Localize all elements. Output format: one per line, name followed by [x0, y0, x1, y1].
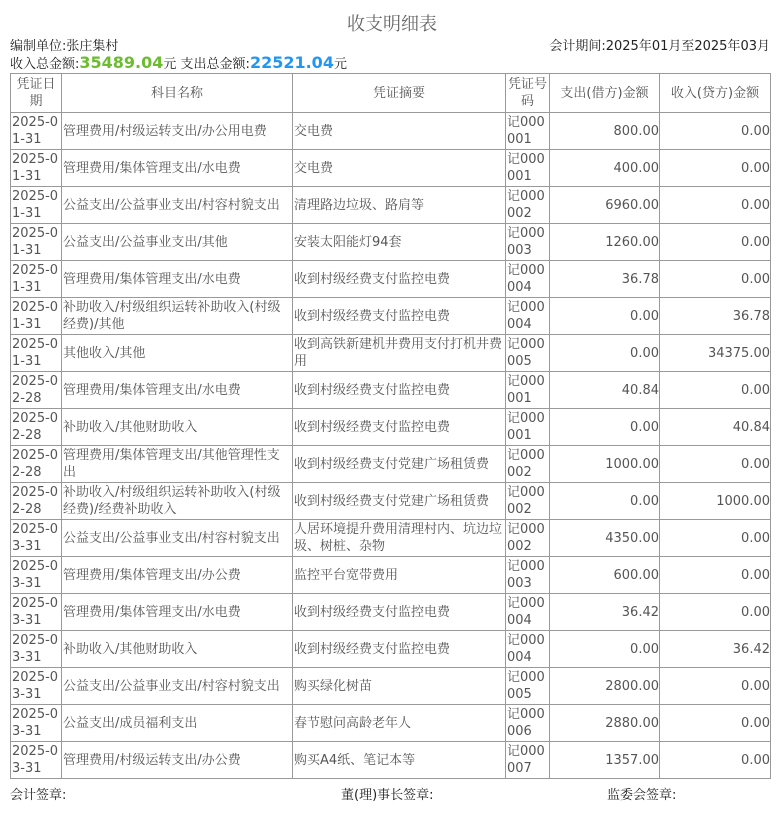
credit-amount: 0.00: [660, 668, 771, 705]
table-row: [11, 483, 771, 520]
table-row: [11, 113, 771, 150]
expense-total-label: 支出总金额:: [176, 57, 250, 72]
preparing-unit: 编制单位:张庄集村: [10, 39, 119, 54]
account-name: 补助收入/其他财助收入: [62, 631, 293, 668]
credit-amount: 34375.00: [660, 335, 771, 372]
voucher-number: 记000004: [506, 261, 550, 298]
voucher-summary: 购买A4纸、笔记本等: [293, 742, 506, 779]
credit-amount: 0.00: [660, 446, 771, 483]
voucher-summary: 收到高铁新建机井费用支付打机井费用: [293, 335, 506, 372]
credit-amount: 36.42: [660, 631, 771, 668]
voucher-number: 记000002: [506, 520, 550, 557]
table-row: [11, 187, 771, 224]
table-row: [11, 520, 771, 557]
credit-amount: 0.00: [660, 224, 771, 261]
debit-amount: 800.00: [550, 113, 660, 150]
account-name: 补助收入/其他财助收入: [62, 409, 293, 446]
voucher-date: 2025-03-31: [11, 557, 62, 594]
debit-amount: 2800.00: [550, 668, 660, 705]
credit-amount: 1000.00: [660, 483, 771, 520]
account-name: 管理费用/集体管理支出/办公费: [62, 557, 293, 594]
column-header: 凭证摘要: [293, 74, 506, 113]
chairman-signature: 董(理)事长签章:: [341, 788, 434, 803]
table-row: [11, 705, 771, 742]
debit-amount: 1000.00: [550, 446, 660, 483]
voucher-number: 记000002: [506, 446, 550, 483]
account-name: 管理费用/村级运转支出/办公用电费: [62, 113, 293, 150]
voucher-number: 记000001: [506, 113, 550, 150]
voucher-date: 2025-01-31: [11, 261, 62, 298]
voucher-summary: 人居环境提升费用清理村内、坑边垃圾、树桩、杂物: [293, 520, 506, 557]
debit-amount: 400.00: [550, 150, 660, 187]
credit-amount: 0.00: [660, 520, 771, 557]
voucher-date: 2025-01-31: [11, 113, 62, 150]
debit-amount: 4350.00: [550, 520, 660, 557]
credit-amount: 0.00: [660, 705, 771, 742]
column-header: 收入(贷方)金额: [660, 74, 771, 113]
voucher-number: 记000005: [506, 668, 550, 705]
totals-line: [10, 53, 347, 72]
credit-amount: 0.00: [660, 742, 771, 779]
account-name: 公益支出/成员福利支出: [62, 705, 293, 742]
voucher-summary: 购买绿化树苗: [293, 668, 506, 705]
debit-amount: 0.00: [550, 409, 660, 446]
voucher-summary: 收到村级经费支付监控电费: [293, 631, 506, 668]
account-name: 管理费用/村级运转支出/办公费: [62, 742, 293, 779]
voucher-summary: 监控平台宽带费用: [293, 557, 506, 594]
yuan-unit: 元: [163, 57, 177, 72]
voucher-date: 2025-01-31: [11, 224, 62, 261]
voucher-number: 记000005: [506, 335, 550, 372]
table-row: [11, 224, 771, 261]
account-name: 公益支出/公益事业支出/其他: [62, 224, 293, 261]
voucher-number: 记000001: [506, 150, 550, 187]
voucher-date: 2025-02-28: [11, 409, 62, 446]
column-header: 支出(借方)金额: [550, 74, 660, 113]
accounting-period: 会计期间:2025年01月至2025年03月: [549, 39, 770, 54]
detail-table: [10, 73, 771, 779]
voucher-date: 2025-03-31: [11, 705, 62, 742]
expense-total: 22521.04: [249, 53, 334, 72]
credit-amount: 0.00: [660, 261, 771, 298]
voucher-date: 2025-01-31: [11, 150, 62, 187]
table-row: [11, 668, 771, 705]
debit-amount: 1357.00: [550, 742, 660, 779]
column-header: 科目名称: [62, 74, 293, 113]
account-name: 公益支出/公益事业支出/村容村貌支出: [62, 668, 293, 705]
accountant-signature: 会计签章:: [10, 788, 67, 803]
voucher-date: 2025-03-31: [11, 742, 62, 779]
debit-amount: 36.78: [550, 261, 660, 298]
voucher-summary: 收到村级经费支付党建广场租赁费: [293, 483, 506, 520]
debit-amount: 40.84: [550, 372, 660, 409]
voucher-summary: 收到村级经费支付监控电费: [293, 261, 506, 298]
account-name: 管理费用/集体管理支出/水电费: [62, 372, 293, 409]
voucher-summary: 收到村级经费支付监控电费: [293, 372, 506, 409]
account-name: 管理费用/集体管理支出/其他管理性支出: [62, 446, 293, 483]
voucher-date: 2025-01-31: [11, 187, 62, 224]
income-total: 35489.04: [79, 53, 164, 72]
column-header: 凭证号码: [506, 74, 550, 113]
voucher-date: 2025-03-31: [11, 520, 62, 557]
table-row: [11, 409, 771, 446]
voucher-summary: 安装太阳能灯94套: [293, 224, 506, 261]
credit-amount: 40.84: [660, 409, 771, 446]
voucher-summary: 收到村级经费支付监控电费: [293, 594, 506, 631]
table-row: [11, 372, 771, 409]
table-row: [11, 631, 771, 668]
voucher-date: 2025-02-28: [11, 372, 62, 409]
debit-amount: 0.00: [550, 631, 660, 668]
table-row: [11, 298, 771, 335]
debit-amount: 600.00: [550, 557, 660, 594]
voucher-number: 记000004: [506, 594, 550, 631]
voucher-number: 记000004: [506, 631, 550, 668]
debit-amount: 1260.00: [550, 224, 660, 261]
voucher-summary: 春节慰问高龄老年人: [293, 705, 506, 742]
account-name: 其他收入/其他: [62, 335, 293, 372]
table-row: [11, 335, 771, 372]
yuan-unit: 元: [333, 57, 347, 72]
voucher-summary: 收到村级经费支付党建广场租赁费: [293, 446, 506, 483]
voucher-number: 记000002: [506, 187, 550, 224]
credit-amount: 0.00: [660, 594, 771, 631]
voucher-date: 2025-01-31: [11, 298, 62, 335]
page-title: 收支明细表: [347, 14, 437, 35]
voucher-summary: 清理路边垃圾、路肩等: [293, 187, 506, 224]
voucher-number: 记000004: [506, 298, 550, 335]
debit-amount: 0.00: [550, 335, 660, 372]
account-name: 公益支出/公益事业支出/村容村貌支出: [62, 520, 293, 557]
credit-amount: 0.00: [660, 372, 771, 409]
voucher-date: 2025-02-28: [11, 446, 62, 483]
voucher-summary: 交电费: [293, 150, 506, 187]
debit-amount: 36.42: [550, 594, 660, 631]
voucher-date: 2025-03-31: [11, 631, 62, 668]
voucher-number: 记000001: [506, 372, 550, 409]
voucher-summary: 交电费: [293, 113, 506, 150]
credit-amount: 0.00: [660, 187, 771, 224]
account-name: 补助收入/村级组织运转补助收入(村级经费)/其他: [62, 298, 293, 335]
voucher-summary: 收到村级经费支付监控电费: [293, 298, 506, 335]
account-name: 公益支出/公益事业支出/村容村貌支出: [62, 187, 293, 224]
income-total-label: 收入总金额:: [10, 57, 80, 72]
table-row: [11, 446, 771, 483]
account-name: 管理费用/集体管理支出/水电费: [62, 594, 293, 631]
voucher-number: 记000007: [506, 742, 550, 779]
supervisor-signature: 监委会签章:: [607, 788, 677, 803]
credit-amount: 0.00: [660, 150, 771, 187]
table-row: [11, 261, 771, 298]
voucher-summary: 收到村级经费支付监控电费: [293, 409, 506, 446]
account-name: 管理费用/集体管理支出/水电费: [62, 261, 293, 298]
table-header-row: [11, 74, 771, 113]
voucher-date: 2025-03-31: [11, 594, 62, 631]
voucher-date: 2025-02-28: [11, 483, 62, 520]
account-name: 补助收入/村级组织运转补助收入(村级经费)/经费补助收入: [62, 483, 293, 520]
credit-amount: 0.00: [660, 557, 771, 594]
account-name: 管理费用/集体管理支出/水电费: [62, 150, 293, 187]
table-row: [11, 594, 771, 631]
voucher-number: 记000003: [506, 557, 550, 594]
column-header: 凭证日期: [11, 74, 62, 113]
table-row: [11, 742, 771, 779]
table-row: [11, 150, 771, 187]
voucher-number: 记000002: [506, 483, 550, 520]
voucher-date: 2025-03-31: [11, 668, 62, 705]
table-row: [11, 557, 771, 594]
credit-amount: 36.78: [660, 298, 771, 335]
debit-amount: 0.00: [550, 298, 660, 335]
debit-amount: 6960.00: [550, 187, 660, 224]
credit-amount: 0.00: [660, 113, 771, 150]
voucher-date: 2025-01-31: [11, 335, 62, 372]
voucher-number: 记000003: [506, 224, 550, 261]
voucher-number: 记000006: [506, 705, 550, 742]
debit-amount: 0.00: [550, 483, 660, 520]
debit-amount: 2880.00: [550, 705, 660, 742]
voucher-number: 记000001: [506, 409, 550, 446]
